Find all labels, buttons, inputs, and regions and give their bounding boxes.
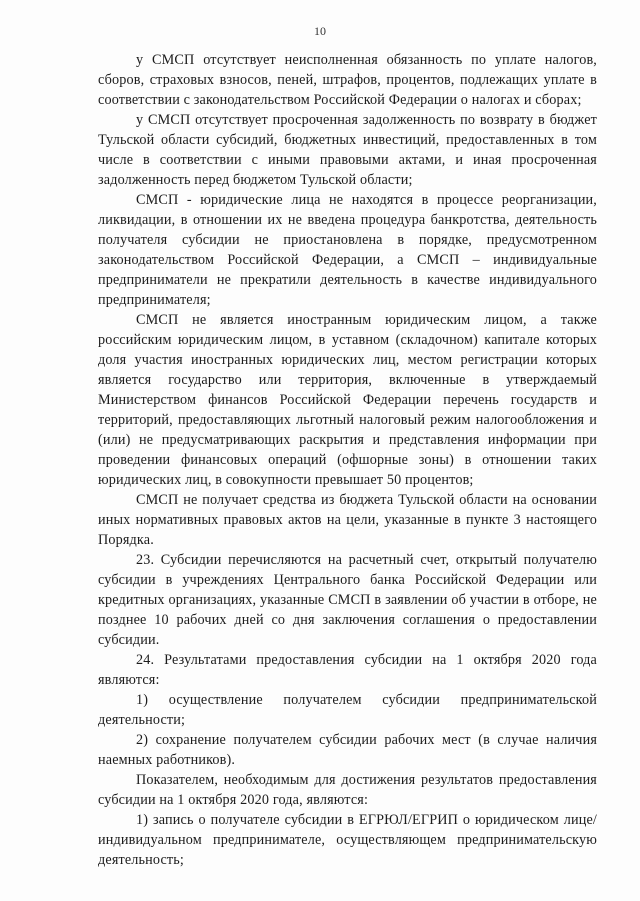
paragraph-result-1: 1) осуществление получателем субсидии предпринимательской деятельности; (98, 692, 597, 728)
paragraph-reorganization: СМСП - юридические лица не находятся в процессе реорганизации, ликвидации, в отношении их не введена процедура банкротства, деятельность получателя субсидии не приостановлена в порядке, предусмотренном законодательством Российской Федерации, а СМСП – индивидуальные предприниматели не прекратили деятельность в качестве индивидуального предпринимателя; (98, 192, 597, 308)
page-number: 10 (314, 24, 326, 38)
paragraph-foreign-entity: СМСП не является иностранным юридическим лицом, а также российским юридическим лицом, в уставном (складочном) капитале которых доля участия иностранных юридических лиц, местом регистрации которых является государство или территория, включенные в утверждаемый Министерством финансов Российской Федерации перечень государств и территорий, предоставляющих льготный налоговый режим налогообложения и (или) не предусматривающих раскрытия и представления информации при проведении финансовых операций (офшорные зоны) в отношении таких юридических лиц, в совокупности превышает 50 процентов; (98, 312, 597, 488)
paragraph-clause-23: 23. Субсидии перечисляются на расчетный счет, открытый получателю субсидии в учреждениях Центрального банка Российской Федерации или кредитных организациях, указанные СМСП в заявлении об участии в отборе, не позднее 10 рабочих дней со дня заключения соглашения о предоставлении субсидии. (98, 552, 597, 648)
paragraph-result-2: 2) сохранение получателем субсидии рабочих мест (в случае наличия наемных работников). (98, 732, 597, 768)
document-body (98, 50, 597, 870)
paragraph-indicator-intro: Показателем, необходимым для достижения результатов предоставления субсидии на 1 октября 2020 года, являются: (98, 772, 597, 808)
paragraph-overdue-debt: у СМСП отсутствует просроченная задолженность по возврату в бюджет Тульской области субсидий, бюджетных инвестиций, предоставленных в том числе в соответствии с иными правовыми актами, и иная просроченная задолженность перед бюджетом Тульской области; (98, 112, 597, 188)
paragraph-clause-24: 24. Результатами предоставления субсидии на 1 октября 2020 года являются: (98, 652, 597, 688)
paragraph-indicator-1: 1) запись о получателе субсидии в ЕГРЮЛ/ЕГРИП о юридическом лице/индивидуальном предпринимателе, осуществляющем предпринимательскую деятельность; (98, 812, 597, 868)
paragraph-other-funds: СМСП не получает средства из бюджета Тульской области на основании иных нормативных правовых актов на цели, указанные в пункте 3 настоящего Порядка. (98, 492, 597, 548)
paragraph-tax-obligation: у СМСП отсутствует неисполненная обязанность по уплате налогов, сборов, страховых взносов, пеней, штрафов, процентов, подлежащих уплате в соответствии с законодательством Российской Федерации о налогах и сборах; (98, 52, 597, 108)
